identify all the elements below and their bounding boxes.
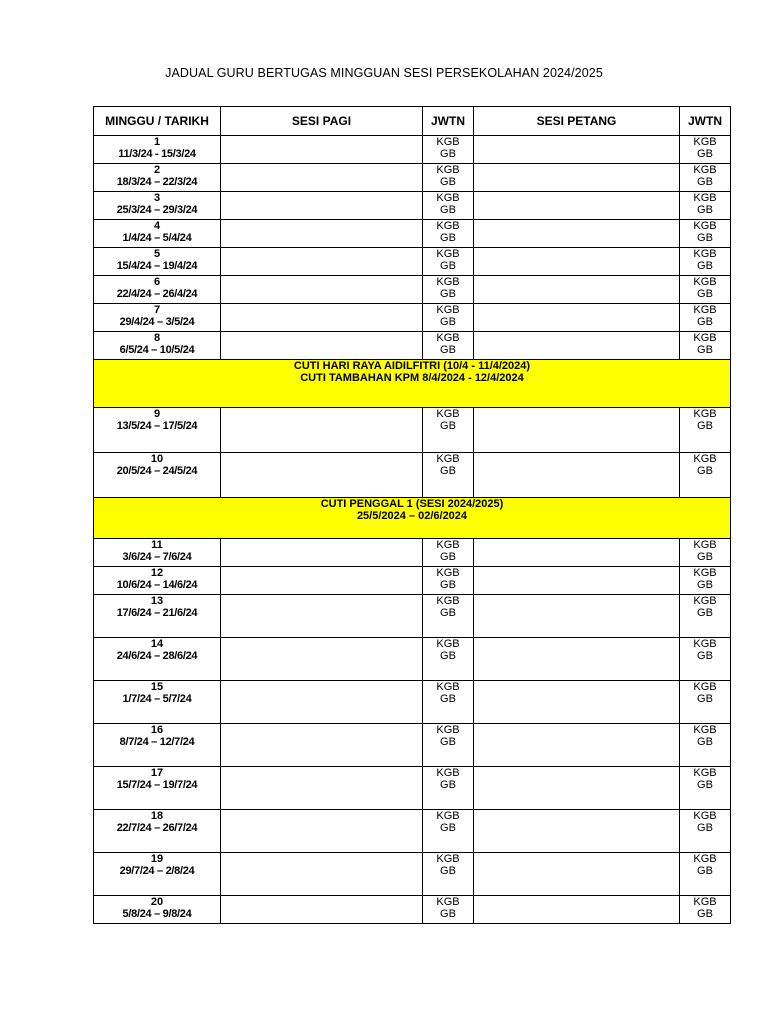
jwtn-gb: GB — [440, 232, 456, 244]
week-number: 17 — [150, 767, 164, 779]
jwtn-kgb: KGB — [693, 164, 717, 176]
sesi-pagi-cell — [221, 724, 423, 767]
jwtn-petang-cell — [680, 164, 731, 192]
week-cell — [94, 164, 221, 192]
week-cell — [94, 595, 221, 638]
page-title: JADUAL GURU BERTUGAS MINGGUAN SESI PERSEKOLAHAN 2024/2025 — [165, 66, 603, 80]
jwtn-kgb: KGB — [693, 248, 717, 260]
sesi-pagi-cell — [221, 304, 423, 332]
jwtn-pagi-cell — [423, 276, 474, 304]
jwtn-petang-cell — [680, 567, 731, 595]
jwtn-kgb: KGB — [436, 164, 460, 176]
jwtn-gb: GB — [697, 822, 713, 834]
sesi-petang-cell — [474, 453, 680, 498]
jwtn-kgb: KGB — [436, 681, 460, 693]
holiday-line-1: CUTI HARI RAYA AIDILFITRI (10/4 - 11/4/2024) — [293, 360, 531, 372]
jwtn-kgb: KGB — [693, 539, 717, 551]
week-cell — [94, 853, 221, 896]
week-cell — [94, 332, 221, 360]
jwtn-gb: GB — [440, 551, 456, 563]
header-sesi-petang: SESI PETANG — [474, 107, 680, 136]
jwtn-pagi-cell — [423, 638, 474, 681]
sesi-pagi-cell — [221, 453, 423, 498]
jwtn-kgb: KGB — [436, 853, 460, 865]
jwtn-petang-cell — [680, 896, 731, 924]
jwtn-kgb: KGB — [436, 724, 460, 736]
duty-schedule-table — [93, 106, 731, 924]
jwtn-gb: GB — [697, 779, 713, 791]
week-dates: 1/7/24 – 5/7/24 — [122, 693, 192, 705]
holiday-row — [94, 498, 731, 539]
jwtn-pagi-cell — [423, 304, 474, 332]
jwtn-pagi-cell — [423, 453, 474, 498]
week-row — [94, 408, 731, 453]
jwtn-petang-cell — [680, 304, 731, 332]
week-number: 19 — [150, 853, 164, 865]
jwtn-pagi-cell — [423, 595, 474, 638]
jwtn-petang-cell — [680, 220, 731, 248]
week-cell — [94, 408, 221, 453]
week-number: 18 — [150, 810, 164, 822]
jwtn-kgb: KGB — [693, 810, 717, 822]
jwtn-gb: GB — [440, 288, 456, 300]
week-dates: 1/4/24 – 5/4/24 — [122, 232, 192, 244]
jwtn-petang-cell — [680, 724, 731, 767]
jwtn-petang-cell — [680, 453, 731, 498]
jwtn-pagi-cell — [423, 192, 474, 220]
jwtn-kgb: KGB — [693, 453, 717, 465]
week-row — [94, 304, 731, 332]
week-number: 3 — [153, 192, 161, 204]
sesi-pagi-cell — [221, 248, 423, 276]
sesi-pagi-cell — [221, 276, 423, 304]
sesi-petang-cell — [474, 192, 680, 220]
week-number: 16 — [150, 724, 164, 736]
sesi-petang-cell — [474, 332, 680, 360]
week-number: 6 — [153, 276, 161, 288]
week-number: 11 — [151, 539, 163, 551]
week-dates: 6/5/24 – 10/5/24 — [119, 344, 195, 356]
jwtn-gb: GB — [697, 232, 713, 244]
sesi-pagi-cell — [221, 408, 423, 453]
week-row — [94, 853, 731, 896]
jwtn-gb: GB — [440, 822, 456, 834]
jwtn-kgb: KGB — [693, 853, 717, 865]
jwtn-petang-cell — [680, 767, 731, 810]
jwtn-pagi-cell — [423, 220, 474, 248]
week-row — [94, 810, 731, 853]
jwtn-petang-cell — [680, 539, 731, 567]
jwtn-kgb: KGB — [436, 638, 460, 650]
week-row — [94, 332, 731, 360]
jwtn-gb: GB — [440, 779, 456, 791]
week-dates: 24/6/24 – 28/6/24 — [116, 650, 198, 662]
week-dates: 15/4/24 – 19/4/24 — [116, 260, 198, 272]
week-dates: 15/7/24 – 19/7/24 — [116, 779, 198, 791]
jwtn-kgb: KGB — [436, 220, 460, 232]
sesi-pagi-cell — [221, 220, 423, 248]
sesi-petang-cell — [474, 220, 680, 248]
week-row — [94, 192, 731, 220]
sesi-pagi-cell — [221, 136, 423, 164]
sesi-petang-cell — [474, 638, 680, 681]
week-cell — [94, 304, 221, 332]
jwtn-kgb: KGB — [693, 220, 717, 232]
jwtn-petang-cell — [680, 595, 731, 638]
jwtn-gb: GB — [440, 465, 456, 477]
week-row — [94, 595, 731, 638]
week-row — [94, 453, 731, 498]
jwtn-gb: GB — [440, 148, 456, 160]
jwtn-kgb: KGB — [436, 248, 460, 260]
week-dates: 17/6/24 – 21/6/24 — [116, 607, 198, 619]
week-number: 2 — [153, 164, 161, 176]
jwtn-petang-cell — [680, 853, 731, 896]
week-number: 9 — [153, 408, 161, 420]
jwtn-gb: GB — [697, 650, 713, 662]
week-cell — [94, 136, 221, 164]
week-cell — [94, 276, 221, 304]
header-row — [94, 107, 731, 136]
week-number: 13 — [150, 595, 164, 607]
jwtn-gb: GB — [440, 420, 456, 432]
jwtn-kgb: KGB — [693, 767, 717, 779]
sesi-pagi-cell — [221, 638, 423, 681]
jwtn-kgb: KGB — [436, 136, 460, 148]
week-row — [94, 567, 731, 595]
jwtn-petang-cell — [680, 810, 731, 853]
sesi-petang-cell — [474, 304, 680, 332]
sesi-pagi-cell — [221, 595, 423, 638]
week-dates: 25/3/24 – 29/3/24 — [116, 204, 198, 216]
week-row — [94, 539, 731, 567]
jwtn-pagi-cell — [423, 136, 474, 164]
jwtn-kgb: KGB — [436, 332, 460, 344]
jwtn-gb: GB — [440, 693, 456, 705]
jwtn-petang-cell — [680, 408, 731, 453]
jwtn-pagi-cell — [423, 896, 474, 924]
jwtn-kgb: KGB — [693, 896, 717, 908]
sesi-petang-cell — [474, 136, 680, 164]
sesi-pagi-cell — [221, 853, 423, 896]
jwtn-gb: GB — [440, 176, 456, 188]
sesi-petang-cell — [474, 248, 680, 276]
jwtn-pagi-cell — [423, 724, 474, 767]
sesi-petang-cell — [474, 276, 680, 304]
jwtn-gb: GB — [440, 865, 456, 877]
jwtn-pagi-cell — [423, 332, 474, 360]
week-number: 10 — [150, 453, 164, 465]
sesi-petang-cell — [474, 767, 680, 810]
header-sesi-pagi: SESI PAGI — [221, 107, 423, 136]
week-cell — [94, 681, 221, 724]
week-number: 5 — [153, 248, 161, 260]
jwtn-pagi-cell — [423, 810, 474, 853]
jwtn-kgb: KGB — [693, 638, 717, 650]
week-dates: 8/7/24 – 12/7/24 — [119, 736, 195, 748]
jwtn-gb: GB — [697, 693, 713, 705]
jwtn-kgb: KGB — [436, 276, 460, 288]
jwtn-petang-cell — [680, 638, 731, 681]
jwtn-kgb: KGB — [436, 453, 460, 465]
jwtn-kgb: KGB — [693, 304, 717, 316]
week-cell — [94, 192, 221, 220]
week-number: 14 — [150, 638, 164, 650]
sesi-pagi-cell — [221, 192, 423, 220]
jwtn-gb: GB — [697, 176, 713, 188]
holiday-line-2: CUTI TAMBAHAN KPM 8/4/2024 - 12/4/2024 — [300, 372, 524, 384]
week-cell — [94, 539, 221, 567]
week-dates: 5/8/24 – 9/8/24 — [122, 908, 192, 920]
jwtn-pagi-cell — [423, 767, 474, 810]
week-dates: 22/7/24 – 26/7/24 — [116, 822, 198, 834]
week-number: 8 — [153, 332, 161, 344]
week-row — [94, 638, 731, 681]
week-row — [94, 248, 731, 276]
week-cell — [94, 896, 221, 924]
jwtn-kgb: KGB — [436, 595, 460, 607]
holiday-line-1: CUTI PENGGAL 1 (SESI 2024/2025) — [320, 498, 504, 510]
holiday-line-2: 25/5/2024 – 02/6/2024 — [356, 510, 468, 522]
jwtn-kgb: KGB — [693, 192, 717, 204]
jwtn-gb: GB — [440, 344, 456, 356]
jwtn-kgb: KGB — [436, 304, 460, 316]
week-dates: 29/4/24 – 3/5/24 — [119, 316, 195, 328]
jwtn-gb: GB — [440, 908, 456, 920]
week-row — [94, 767, 731, 810]
holiday-cell — [94, 498, 731, 539]
week-cell — [94, 567, 221, 595]
jwtn-gb: GB — [440, 650, 456, 662]
sesi-pagi-cell — [221, 767, 423, 810]
jwtn-kgb: KGB — [693, 332, 717, 344]
sesi-petang-cell — [474, 539, 680, 567]
week-row — [94, 896, 731, 924]
week-row — [94, 220, 731, 248]
jwtn-gb: GB — [697, 736, 713, 748]
sesi-pagi-cell — [221, 539, 423, 567]
jwtn-kgb: KGB — [693, 136, 717, 148]
week-cell — [94, 638, 221, 681]
jwtn-petang-cell — [680, 276, 731, 304]
jwtn-gb: GB — [697, 204, 713, 216]
holiday-cell — [94, 360, 731, 408]
header-jwtn-pagi: JWTN — [423, 107, 474, 136]
week-dates: 20/5/24 – 24/5/24 — [116, 465, 198, 477]
jwtn-gb: GB — [697, 420, 713, 432]
jwtn-gb: GB — [440, 736, 456, 748]
sesi-pagi-cell — [221, 332, 423, 360]
header-minggu-tarikh: MINGGU / TARIKH — [94, 107, 221, 136]
jwtn-pagi-cell — [423, 681, 474, 724]
week-cell — [94, 453, 221, 498]
jwtn-petang-cell — [680, 332, 731, 360]
jwtn-kgb: KGB — [693, 724, 717, 736]
jwtn-gb: GB — [440, 607, 456, 619]
week-dates: 18/3/24 – 22/3/24 — [116, 176, 198, 188]
week-row — [94, 724, 731, 767]
jwtn-petang-cell — [680, 136, 731, 164]
jwtn-kgb: KGB — [436, 896, 460, 908]
jwtn-petang-cell — [680, 681, 731, 724]
week-cell — [94, 767, 221, 810]
sesi-petang-cell — [474, 408, 680, 453]
week-dates: 29/7/24 – 2/8/24 — [119, 865, 195, 877]
week-dates: 10/6/24 – 14/6/24 — [116, 579, 198, 591]
jwtn-kgb: KGB — [693, 567, 717, 579]
sesi-petang-cell — [474, 724, 680, 767]
week-cell — [94, 810, 221, 853]
week-number: 20 — [150, 896, 164, 908]
sesi-pagi-cell — [221, 567, 423, 595]
sesi-petang-cell — [474, 853, 680, 896]
sesi-pagi-cell — [221, 164, 423, 192]
jwtn-gb: GB — [697, 465, 713, 477]
sesi-petang-cell — [474, 595, 680, 638]
jwtn-petang-cell — [680, 192, 731, 220]
week-dates: 22/4/24 – 26/4/24 — [116, 288, 198, 300]
week-dates: 11/3/24 - 15/3/24 — [118, 148, 196, 160]
sesi-petang-cell — [474, 567, 680, 595]
week-number: 15 — [150, 681, 164, 693]
week-number: 4 — [153, 220, 161, 232]
jwtn-kgb: KGB — [693, 408, 717, 420]
week-number: 7 — [153, 304, 161, 316]
week-row — [94, 681, 731, 724]
holiday-row — [94, 360, 731, 408]
jwtn-kgb: KGB — [436, 408, 460, 420]
jwtn-kgb: KGB — [436, 567, 460, 579]
jwtn-gb: GB — [697, 316, 713, 328]
sesi-pagi-cell — [221, 810, 423, 853]
week-number: 12 — [150, 567, 164, 579]
sesi-pagi-cell — [221, 896, 423, 924]
week-row — [94, 136, 731, 164]
jwtn-pagi-cell — [423, 248, 474, 276]
jwtn-gb: GB — [697, 865, 713, 877]
jwtn-kgb: KGB — [436, 767, 460, 779]
jwtn-gb: GB — [697, 908, 713, 920]
week-dates: 3/6/24 – 7/6/24 — [122, 551, 192, 563]
jwtn-pagi-cell — [423, 853, 474, 896]
sesi-petang-cell — [474, 896, 680, 924]
week-dates: 13/5/24 – 17/5/24 — [116, 420, 198, 432]
jwtn-gb: GB — [697, 344, 713, 356]
jwtn-gb: GB — [440, 316, 456, 328]
jwtn-gb: GB — [697, 148, 713, 160]
sesi-petang-cell — [474, 164, 680, 192]
jwtn-gb: GB — [697, 607, 713, 619]
week-row — [94, 276, 731, 304]
jwtn-gb: GB — [440, 260, 456, 272]
week-cell — [94, 248, 221, 276]
jwtn-pagi-cell — [423, 567, 474, 595]
week-row — [94, 164, 731, 192]
jwtn-pagi-cell — [423, 408, 474, 453]
jwtn-gb: GB — [440, 204, 456, 216]
sesi-pagi-cell — [221, 681, 423, 724]
jwtn-gb: GB — [697, 260, 713, 272]
jwtn-gb: GB — [440, 579, 456, 591]
jwtn-kgb: KGB — [436, 810, 460, 822]
jwtn-kgb: KGB — [693, 681, 717, 693]
week-number: 1 — [153, 136, 161, 148]
jwtn-pagi-cell — [423, 539, 474, 567]
sesi-petang-cell — [474, 681, 680, 724]
jwtn-kgb: KGB — [436, 539, 460, 551]
sesi-petang-cell — [474, 810, 680, 853]
jwtn-kgb: KGB — [693, 276, 717, 288]
jwtn-gb: GB — [697, 579, 713, 591]
jwtn-pagi-cell — [423, 164, 474, 192]
jwtn-petang-cell — [680, 248, 731, 276]
jwtn-kgb: KGB — [693, 595, 717, 607]
jwtn-gb: GB — [697, 288, 713, 300]
header-jwtn-petang: JWTN — [680, 107, 731, 136]
week-cell — [94, 724, 221, 767]
week-cell — [94, 220, 221, 248]
jwtn-gb: GB — [697, 551, 713, 563]
jwtn-kgb: KGB — [436, 192, 460, 204]
